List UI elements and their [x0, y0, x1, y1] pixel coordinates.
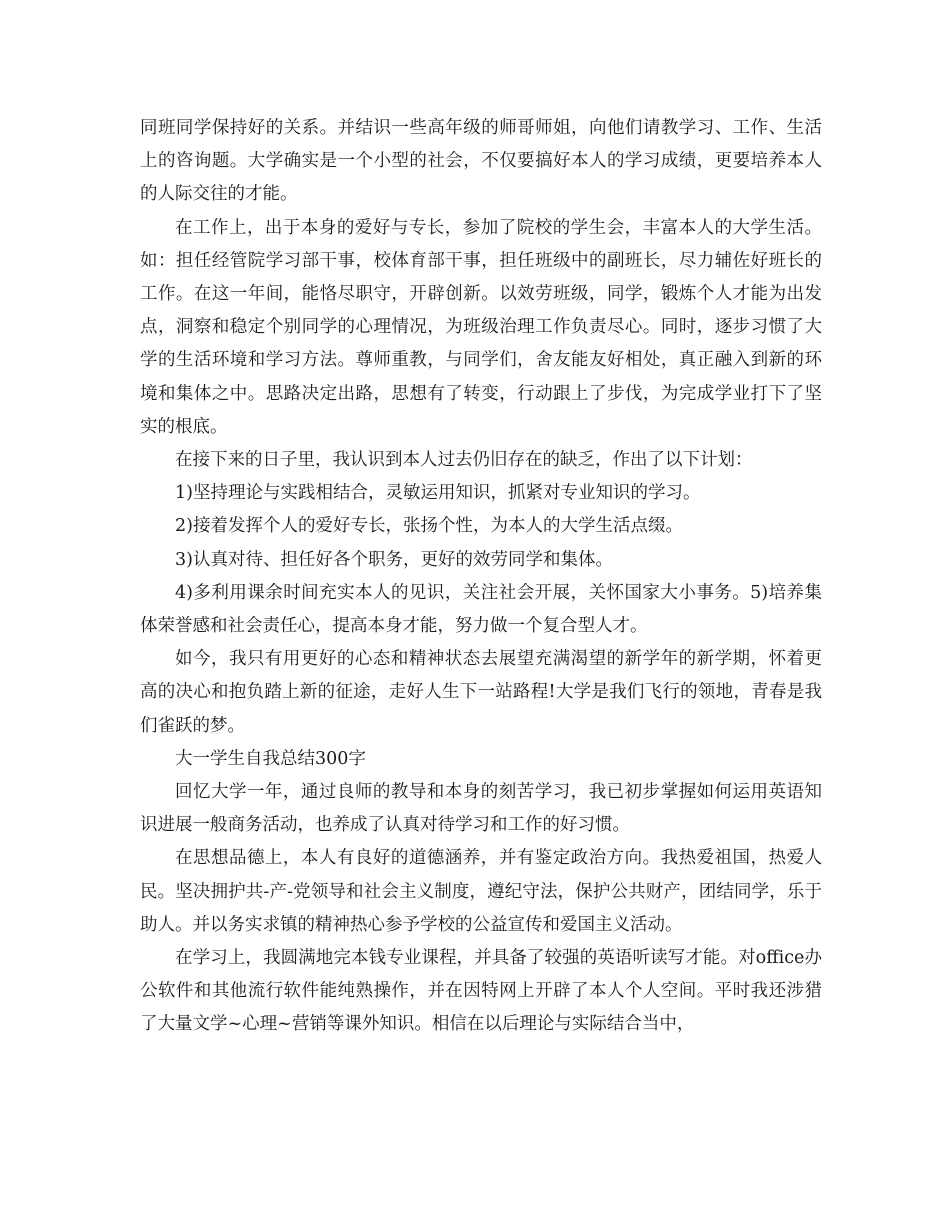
- paragraph-plan-intro: 在接下来的日子里，我认识到本人过去仍旧存在的缺乏，作出了以下计划：: [175, 450, 753, 471]
- paragraph-work: 在工作上，出于本身的爱好与专长，参加了院校的学生会，丰富本人的大学生活。如：担任经管院学习部干事，校体育部干事，担任班级中的副班长，尽力辅佐好班长的工作。在这一年间，能恪尽职守，开辟创新。以效劳班级，同学，锻炼个人才能为出发点，洞察和稳定个别同学的心理情况，为班级治理工作负责尽心。同时，逐步习惯了大学的生活环境和学习方法。尊师重教，与同学们，舍友能友好相处，真正融入到新的环境和集体之中。思路决定出路，思想有了转变，行动跟上了步伐，为完成学业打下了坚实的根底。: [140, 217, 822, 437]
- plan-item-3: 3)认真对待、担任好各个职务，更好的效劳同学和集体。: [175, 549, 613, 570]
- paragraph-outlook: 如今，我只有用更好的心态和精神状态去展望充满渴望的新学年的新学期，怀着更高的决心和抱负踏上新的征途，走好人生下一站路程!大学是我们飞行的领地，青春是我们雀跃的梦。: [140, 649, 822, 736]
- document-body: [140, 112, 822, 1042]
- plan-item-1: 1)坚持理论与实践相结合，灵敏运用知识，抓紧对专业知识的学习。: [175, 483, 701, 504]
- section-heading: 大一学生自我总结300字: [175, 748, 366, 769]
- plan-item-2: 2)接着发挥个人的爱好专长，张扬个性，为本人的大学生活点缀。: [175, 516, 683, 537]
- paragraph-continuation: 同班同学保持好的关系。并结识一些高年级的师哥师姐，向他们请教学习、工作、生活上的咨询题。大学确实是一个小型的社会，不仅要搞好本人的学习成绩，更要培养本人的人际交往的才能。: [140, 118, 822, 205]
- paragraph-review: 回忆大学一年，通过良师的教导和本身的刻苦学习，我已初步掌握如何运用英语知识进展一般商务活动，也养成了认真对待学习和工作的好习惯。: [140, 782, 822, 836]
- paragraph-morality: 在思想品德上，本人有良好的道德涵养，并有鉴定政治方向。我热爱祖国，热爱人民。坚决拥护共-产-党领导和社会主义制度，遵纪守法，保护公共财产，团结同学，乐于助人。并以务实求镇的精神热心参予学校的公益宣传和爱国主义活动。: [140, 848, 822, 935]
- plan-item-4-5: 4)多利用课余时间充实本人的见识，关注社会开展，关怀国家大小事务。5)培养集体荣誉感和社会责任心，提高本身才能，努力做一个复合型人才。: [140, 582, 822, 637]
- paragraph-study: 在学习上，我圆满地完本钱专业课程，并具备了较强的英语听读写才能。对office办公软件和其他流行软件能纯熟操作，并在因特网上开辟了本人个人空间。平时我还涉猎了大量文学~心理~营销等课外知识。相信在以后理论与实际结合当中，: [140, 948, 822, 1035]
